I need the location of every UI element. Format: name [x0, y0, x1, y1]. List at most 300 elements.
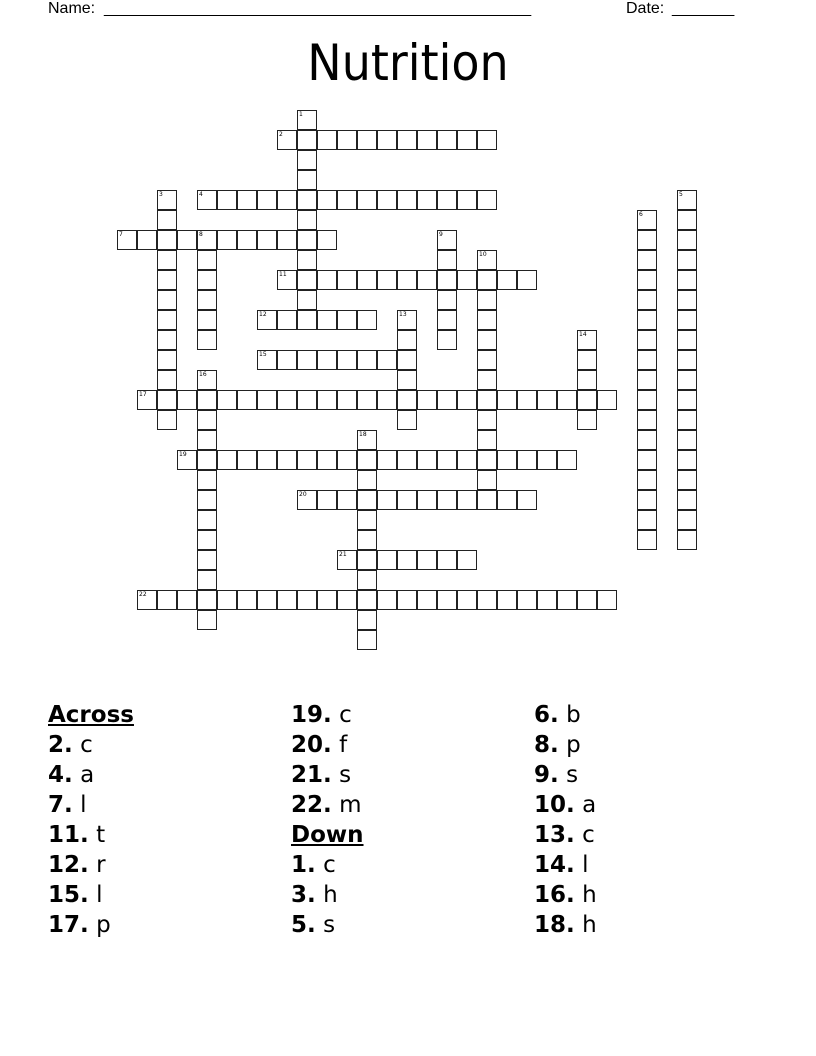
- crossword-cell[interactable]: [197, 490, 217, 510]
- cell-number: 11: [279, 271, 287, 278]
- crossword-cell[interactable]: [397, 550, 417, 570]
- crossword-cell[interactable]: [577, 370, 597, 390]
- crossword-cell[interactable]: [197, 410, 217, 430]
- crossword-cell[interactable]: [397, 390, 417, 410]
- crossword-cell[interactable]: [517, 490, 537, 510]
- crossword-cell[interactable]: [377, 350, 397, 370]
- crossword-cell[interactable]: [437, 490, 457, 510]
- crossword-cell[interactable]: [497, 490, 517, 510]
- crossword-cell[interactable]: [577, 410, 597, 430]
- clue-down-13: [534, 820, 774, 850]
- crossword-cell[interactable]: [677, 510, 697, 530]
- clue-text: l: [96, 882, 103, 908]
- crossword-cell[interactable]: [437, 550, 457, 570]
- crossword-cell[interactable]: [457, 590, 477, 610]
- crossword-cell[interactable]: [637, 450, 657, 470]
- crossword-cell[interactable]: [157, 390, 177, 410]
- crossword-cell[interactable]: [177, 590, 197, 610]
- crossword-cell[interactable]: [497, 270, 517, 290]
- crossword-cell[interactable]: [317, 310, 337, 330]
- crossword-cell[interactable]: [377, 390, 397, 410]
- crossword-cell[interactable]: [157, 410, 177, 430]
- crossword-cell[interactable]: [277, 390, 297, 410]
- crossword-cell[interactable]: [177, 450, 197, 470]
- crossword-cell[interactable]: [417, 270, 437, 290]
- crossword-cell[interactable]: [157, 270, 177, 290]
- crossword-cell[interactable]: [237, 390, 257, 410]
- crossword-cell[interactable]: [357, 490, 377, 510]
- crossword-cell[interactable]: [337, 490, 357, 510]
- crossword-cell[interactable]: [297, 130, 317, 150]
- crossword-cell[interactable]: [297, 230, 317, 250]
- crossword-cell[interactable]: [157, 310, 177, 330]
- crossword-cell[interactable]: [397, 490, 417, 510]
- clue-text: s: [566, 762, 579, 788]
- crossword-cell[interactable]: [437, 250, 457, 270]
- crossword-cell[interactable]: [677, 230, 697, 250]
- crossword-cell[interactable]: [497, 390, 517, 410]
- clue-text: a: [582, 792, 597, 818]
- crossword-cell[interactable]: [637, 390, 657, 410]
- crossword-cell[interactable]: [297, 210, 317, 230]
- crossword-cell[interactable]: [197, 310, 217, 330]
- cell-number: 7: [119, 231, 123, 238]
- crossword-cell[interactable]: [437, 190, 457, 210]
- crossword-cell[interactable]: [337, 270, 357, 290]
- crossword-cell[interactable]: [337, 350, 357, 370]
- crossword-cell[interactable]: [677, 410, 697, 430]
- date-field[interactable]: _______: [672, 0, 735, 17]
- crossword-cell[interactable]: [197, 370, 217, 390]
- crossword-cell[interactable]: [317, 190, 337, 210]
- crossword-cell[interactable]: [277, 590, 297, 610]
- crossword-cell[interactable]: [597, 590, 617, 610]
- crossword-cell[interactable]: [297, 190, 317, 210]
- crossword-cell[interactable]: [357, 270, 377, 290]
- crossword-cell[interactable]: [417, 490, 437, 510]
- crossword-cell[interactable]: [377, 130, 397, 150]
- clue-number: 1.: [291, 852, 316, 878]
- crossword-cell[interactable]: [257, 190, 277, 210]
- crossword-cell[interactable]: [557, 590, 577, 610]
- crossword-cell[interactable]: [197, 530, 217, 550]
- crossword-cell[interactable]: [277, 270, 297, 290]
- crossword-cell[interactable]: [197, 570, 217, 590]
- clue-text: s: [339, 762, 352, 788]
- crossword-cell[interactable]: [677, 310, 697, 330]
- crossword-cell[interactable]: [457, 270, 477, 290]
- crossword-cell[interactable]: [157, 230, 177, 250]
- crossword-cell[interactable]: [357, 310, 377, 330]
- crossword-cell[interactable]: [637, 510, 657, 530]
- crossword-cell[interactable]: [437, 390, 457, 410]
- crossword-cell[interactable]: [637, 210, 657, 230]
- crossword-cell[interactable]: [337, 130, 357, 150]
- clue-across-19: [291, 700, 531, 730]
- crossword-cell[interactable]: [677, 290, 697, 310]
- crossword-cell[interactable]: [677, 270, 697, 290]
- crossword-cell[interactable]: [377, 450, 397, 470]
- crossword-cell[interactable]: [277, 130, 297, 150]
- crossword-cell[interactable]: [257, 310, 277, 330]
- crossword-cell[interactable]: [197, 610, 217, 630]
- crossword-cell[interactable]: [477, 310, 497, 330]
- crossword-cell[interactable]: [397, 130, 417, 150]
- crossword-cell[interactable]: [277, 230, 297, 250]
- crossword-cell[interactable]: [437, 290, 457, 310]
- crossword-cell[interactable]: [677, 530, 697, 550]
- clue-number: 22.: [291, 792, 332, 818]
- crossword-cell[interactable]: [457, 130, 477, 150]
- crossword-cell[interactable]: [637, 290, 657, 310]
- crossword-cell[interactable]: [357, 530, 377, 550]
- crossword-cell[interactable]: [677, 210, 697, 230]
- crossword-cell[interactable]: [437, 310, 457, 330]
- cell-number: 16: [199, 371, 207, 378]
- crossword-cell[interactable]: [397, 410, 417, 430]
- cell-number: 19: [179, 451, 187, 458]
- crossword-cell[interactable]: [297, 250, 317, 270]
- crossword-cell[interactable]: [297, 290, 317, 310]
- crossword-cell[interactable]: [397, 330, 417, 350]
- crossword-cell[interactable]: [277, 190, 297, 210]
- clue-text: c: [582, 822, 595, 848]
- crossword-cell[interactable]: [477, 190, 497, 210]
- crossword-cell[interactable]: [577, 390, 597, 410]
- crossword-cell[interactable]: [477, 390, 497, 410]
- cell-number: 15: [259, 351, 267, 358]
- clue-number: 20.: [291, 732, 332, 758]
- crossword-cell[interactable]: [317, 490, 337, 510]
- crossword-cell[interactable]: [357, 190, 377, 210]
- crossword-cell[interactable]: [197, 330, 217, 350]
- crossword-cell[interactable]: [437, 270, 457, 290]
- cell-number: 14: [579, 331, 587, 338]
- crossword-cell[interactable]: [577, 330, 597, 350]
- crossword-cell[interactable]: [437, 330, 457, 350]
- crossword-cell[interactable]: [117, 230, 137, 250]
- crossword-cell[interactable]: [257, 590, 277, 610]
- clue-number: 11.: [48, 822, 89, 848]
- crossword-cell[interactable]: [457, 490, 477, 510]
- crossword-cell[interactable]: [337, 310, 357, 330]
- crossword-cell[interactable]: [197, 590, 217, 610]
- cell-number: 9: [439, 231, 443, 238]
- cell-number: 22: [139, 591, 147, 598]
- crossword-cell[interactable]: [457, 450, 477, 470]
- crossword-cell[interactable]: [197, 250, 217, 270]
- cell-number: 2: [279, 131, 283, 138]
- crossword-cell[interactable]: [137, 590, 157, 610]
- crossword-cell[interactable]: [637, 490, 657, 510]
- crossword-cell[interactable]: [197, 450, 217, 470]
- clue-down-8: [534, 730, 774, 760]
- crossword-cell[interactable]: [317, 230, 337, 250]
- crossword-cell[interactable]: [577, 350, 597, 370]
- crossword-cell[interactable]: [157, 590, 177, 610]
- crossword-cell[interactable]: [517, 450, 537, 470]
- crossword-cell[interactable]: [157, 330, 177, 350]
- crossword-cell[interactable]: [397, 350, 417, 370]
- crossword-cell[interactable]: [317, 130, 337, 150]
- crossword-cell[interactable]: [197, 510, 217, 530]
- crossword-cell[interactable]: [257, 450, 277, 470]
- crossword-cell[interactable]: [297, 170, 317, 190]
- crossword-cell[interactable]: [177, 390, 197, 410]
- crossword-cell[interactable]: [237, 590, 257, 610]
- crossword-cell[interactable]: [357, 430, 377, 450]
- crossword-cell[interactable]: [197, 270, 217, 290]
- crossword-cell[interactable]: [457, 550, 477, 570]
- crossword-cell[interactable]: [357, 130, 377, 150]
- crossword-cell[interactable]: [217, 190, 237, 210]
- crossword-cell[interactable]: [237, 230, 257, 250]
- crossword-cell[interactable]: [197, 470, 217, 490]
- crossword-cell[interactable]: [217, 390, 237, 410]
- clue-text: h: [582, 912, 597, 938]
- crossword-cell[interactable]: [397, 270, 417, 290]
- crossword-cell[interactable]: [157, 350, 177, 370]
- clue-text: m: [339, 792, 362, 818]
- crossword-cell[interactable]: [477, 350, 497, 370]
- crossword-cell[interactable]: [377, 190, 397, 210]
- crossword-cell[interactable]: [437, 590, 457, 610]
- cell-number: 10: [479, 251, 487, 258]
- crossword-cell[interactable]: [197, 390, 217, 410]
- crossword-cell[interactable]: [297, 450, 317, 470]
- clue-across-17: [48, 910, 288, 940]
- crossword-cell[interactable]: [477, 250, 497, 270]
- crossword-cell[interactable]: [537, 450, 557, 470]
- clue-text: c: [323, 852, 336, 878]
- crossword-cell[interactable]: [217, 590, 237, 610]
- clue-number: 15.: [48, 882, 89, 908]
- crossword-cell[interactable]: [337, 550, 357, 570]
- clue-text: f: [339, 732, 348, 758]
- crossword-cell[interactable]: [157, 190, 177, 210]
- crossword-cell[interactable]: [677, 390, 697, 410]
- crossword-cell[interactable]: [417, 450, 437, 470]
- crossword-cell[interactable]: [157, 250, 177, 270]
- crossword-cell[interactable]: [197, 430, 217, 450]
- crossword-cell[interactable]: [297, 590, 317, 610]
- crossword-cell[interactable]: [677, 330, 697, 350]
- page-title: Nutrition: [307, 34, 509, 92]
- clue-down-14: [534, 850, 774, 880]
- crossword-cell[interactable]: [537, 390, 557, 410]
- crossword-cell[interactable]: [137, 390, 157, 410]
- crossword-cell[interactable]: [477, 410, 497, 430]
- crossword-cell[interactable]: [417, 590, 437, 610]
- crossword-cell[interactable]: [397, 590, 417, 610]
- clue-down-10: [534, 790, 774, 820]
- clue-number: 19.: [291, 702, 332, 728]
- crossword-cell[interactable]: [637, 370, 657, 390]
- crossword-cell[interactable]: [257, 390, 277, 410]
- cell-number: 17: [139, 391, 147, 398]
- crossword-cell[interactable]: [637, 410, 657, 430]
- crossword-cell[interactable]: [277, 310, 297, 330]
- crossword-cell[interactable]: [397, 310, 417, 330]
- clue-number: 21.: [291, 762, 332, 788]
- crossword-cell[interactable]: [357, 610, 377, 630]
- crossword-cell[interactable]: [297, 150, 317, 170]
- crossword-cell[interactable]: [597, 390, 617, 410]
- crossword-cell[interactable]: [357, 390, 377, 410]
- crossword-cell[interactable]: [517, 390, 537, 410]
- crossword-cell[interactable]: [237, 450, 257, 470]
- crossword-cell[interactable]: [357, 630, 377, 650]
- crossword-cell[interactable]: [417, 130, 437, 150]
- crossword-cell[interactable]: [197, 190, 217, 210]
- crossword-cell[interactable]: [637, 350, 657, 370]
- crossword-cell[interactable]: [677, 450, 697, 470]
- crossword-cell[interactable]: [397, 370, 417, 390]
- crossword-cell[interactable]: [157, 210, 177, 230]
- crossword-cell[interactable]: [377, 590, 397, 610]
- clue-number: 9.: [534, 762, 559, 788]
- crossword-cell[interactable]: [357, 450, 377, 470]
- crossword-cell[interactable]: [477, 370, 497, 390]
- clue-text: h: [582, 882, 597, 908]
- crossword-cell[interactable]: [677, 350, 697, 370]
- crossword-cell[interactable]: [377, 490, 397, 510]
- crossword-cell[interactable]: [257, 350, 277, 370]
- crossword-cell[interactable]: [477, 430, 497, 450]
- date-label: Date:: [626, 0, 665, 17]
- cell-number: 18: [359, 431, 367, 438]
- crossword-cell[interactable]: [437, 130, 457, 150]
- crossword-cell[interactable]: [517, 270, 537, 290]
- crossword-cell[interactable]: [297, 110, 317, 130]
- crossword-cell[interactable]: [297, 350, 317, 370]
- cell-number: 5: [679, 191, 683, 198]
- crossword-cell[interactable]: [377, 270, 397, 290]
- crossword-cell[interactable]: [557, 390, 577, 410]
- crossword-cell[interactable]: [337, 590, 357, 610]
- crossword-cell[interactable]: [477, 470, 497, 490]
- clue-text: c: [80, 732, 93, 758]
- clue-column-3: [534, 700, 774, 940]
- crossword-cell[interactable]: [357, 570, 377, 590]
- crossword-cell[interactable]: [337, 190, 357, 210]
- crossword-cell[interactable]: [317, 590, 337, 610]
- crossword-cell[interactable]: [137, 230, 157, 250]
- crossword-cell[interactable]: [677, 430, 697, 450]
- crossword-cell[interactable]: [357, 350, 377, 370]
- cell-number: 4: [199, 191, 203, 198]
- crossword-cell[interactable]: [397, 190, 417, 210]
- crossword-cell[interactable]: [417, 190, 437, 210]
- crossword-cell[interactable]: [237, 190, 257, 210]
- crossword-cell[interactable]: [677, 190, 697, 210]
- clue-down-9: [534, 760, 774, 790]
- clue-across-12: [48, 850, 288, 880]
- crossword-cell[interactable]: [177, 230, 197, 250]
- crossword-cell[interactable]: [157, 290, 177, 310]
- crossword-cell[interactable]: [637, 230, 657, 250]
- crossword-cell[interactable]: [317, 390, 337, 410]
- crossword-cell[interactable]: [197, 290, 217, 310]
- crossword-cell[interactable]: [477, 590, 497, 610]
- crossword-cell[interactable]: [197, 550, 217, 570]
- crossword-cell[interactable]: [417, 390, 437, 410]
- clue-text: a: [80, 762, 95, 788]
- crossword-cell[interactable]: [477, 130, 497, 150]
- crossword-cell[interactable]: [497, 590, 517, 610]
- crossword-cell[interactable]: [637, 530, 657, 550]
- crossword-cell[interactable]: [277, 350, 297, 370]
- crossword-cell[interactable]: [297, 270, 317, 290]
- crossword-cell[interactable]: [477, 270, 497, 290]
- crossword-cell[interactable]: [417, 550, 437, 570]
- crossword-cell[interactable]: [217, 230, 237, 250]
- name-field[interactable]: ________________________________________________: [104, 0, 532, 17]
- crossword-cell[interactable]: [537, 590, 557, 610]
- crossword-cell[interactable]: [637, 310, 657, 330]
- crossword-cell[interactable]: [677, 470, 697, 490]
- crossword-cell[interactable]: [677, 490, 697, 510]
- crossword-cell[interactable]: [297, 310, 317, 330]
- crossword-cell[interactable]: [357, 510, 377, 530]
- crossword-cell[interactable]: [637, 250, 657, 270]
- crossword-cell[interactable]: [377, 550, 397, 570]
- crossword-cell[interactable]: [297, 390, 317, 410]
- crossword-cell[interactable]: [397, 450, 417, 470]
- clue-text: c: [339, 702, 352, 728]
- crossword-cell[interactable]: [437, 230, 457, 250]
- crossword-cell[interactable]: [337, 450, 357, 470]
- cell-number: 20: [299, 491, 307, 498]
- crossword-cell[interactable]: [637, 270, 657, 290]
- clue-text: h: [323, 882, 338, 908]
- crossword-cell[interactable]: [357, 590, 377, 610]
- crossword-cell[interactable]: [677, 370, 697, 390]
- crossword-cell[interactable]: [317, 270, 337, 290]
- crossword-cell[interactable]: [557, 450, 577, 470]
- crossword-cell[interactable]: [477, 490, 497, 510]
- crossword-cell[interactable]: [577, 590, 597, 610]
- crossword-cell[interactable]: [157, 370, 177, 390]
- clue-number: 2.: [48, 732, 73, 758]
- clue-across-22: [291, 790, 531, 820]
- crossword-cell[interactable]: [457, 390, 477, 410]
- crossword-cell[interactable]: [497, 450, 517, 470]
- crossword-cell[interactable]: [677, 250, 697, 270]
- crossword-cell[interactable]: [477, 330, 497, 350]
- crossword-cell[interactable]: [637, 430, 657, 450]
- crossword-cell[interactable]: [637, 470, 657, 490]
- clue-text: l: [582, 852, 589, 878]
- crossword-cell[interactable]: [357, 550, 377, 570]
- crossword-cell[interactable]: [317, 350, 337, 370]
- crossword-cell[interactable]: [457, 190, 477, 210]
- crossword-cell[interactable]: [517, 590, 537, 610]
- crossword-cell[interactable]: [357, 470, 377, 490]
- crossword-cell[interactable]: [217, 450, 237, 470]
- crossword-cell[interactable]: [277, 450, 297, 470]
- crossword-cell[interactable]: [257, 230, 277, 250]
- crossword-cell[interactable]: [197, 230, 217, 250]
- crossword-cell[interactable]: [437, 450, 457, 470]
- crossword-cell[interactable]: [297, 490, 317, 510]
- crossword-cell[interactable]: [477, 450, 497, 470]
- crossword-cell[interactable]: [637, 330, 657, 350]
- crossword-cell[interactable]: [337, 390, 357, 410]
- crossword-cell[interactable]: [477, 290, 497, 310]
- cell-number: 8: [199, 231, 203, 238]
- crossword-cell[interactable]: [317, 450, 337, 470]
